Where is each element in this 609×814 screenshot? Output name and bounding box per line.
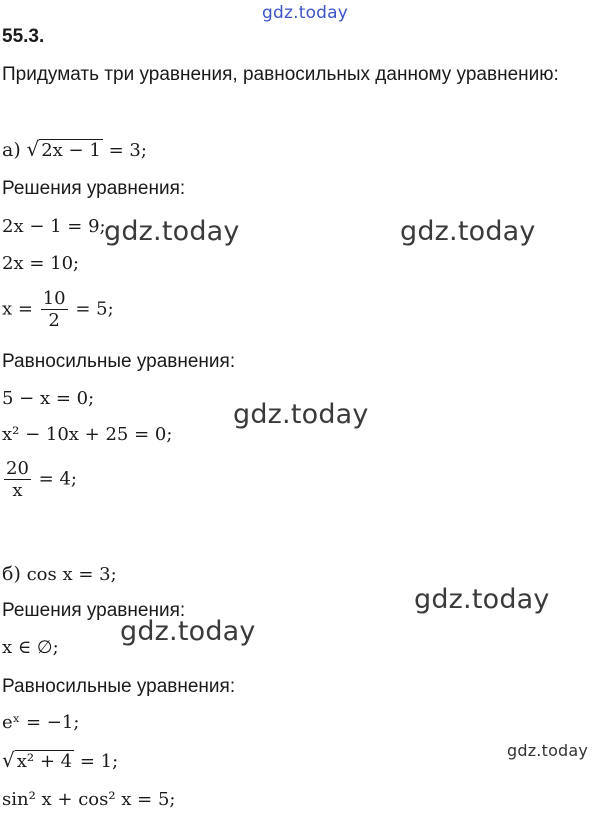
watermark: gdz.today bbox=[120, 616, 256, 647]
part-a-equivalent-heading: Равносильные уравнения: bbox=[2, 351, 236, 372]
part-a-label: а) bbox=[2, 139, 21, 161]
watermark: gdz.today bbox=[104, 216, 240, 247]
watermark-small: gdz.today bbox=[507, 741, 589, 760]
part-b-radicand: x² + 4 bbox=[16, 751, 73, 772]
watermark: gdz.today bbox=[400, 216, 536, 247]
fraction-denominator: x bbox=[4, 479, 31, 501]
part-a-step-2: 2x = 10; bbox=[2, 253, 80, 274]
square-root: √ x² + 4 bbox=[2, 748, 73, 772]
part-b-equivalent-heading: Равносильные уравнения: bbox=[2, 676, 236, 697]
square-root: √ 2x − 1 bbox=[26, 137, 101, 161]
part-b-label: б) bbox=[2, 563, 21, 585]
fraction bbox=[41, 288, 68, 331]
part-b-equation bbox=[2, 563, 117, 585]
step-3-rhs: = 5; bbox=[75, 298, 114, 320]
equivalent-3-rhs: = 4; bbox=[38, 468, 77, 490]
part-a-step-1: 2x − 1 = 9; bbox=[2, 216, 106, 237]
watermark: gdz.today bbox=[233, 399, 369, 430]
watermark: gdz.today bbox=[414, 584, 550, 615]
part-a-radicand: 2x − 1 bbox=[41, 140, 101, 161]
part-a-rhs: = 3; bbox=[108, 140, 147, 161]
problem-number: 55.3. bbox=[2, 26, 45, 47]
part-a-equation bbox=[2, 137, 147, 161]
problem-statement: Придумать три уравнения, равносильных данному уравнению: bbox=[2, 64, 559, 85]
part-a-solutions-heading: Решения уравнения: bbox=[2, 178, 186, 199]
part-b-equivalent-1: eˣ = −1; bbox=[2, 712, 80, 733]
part-a-equivalent-3 bbox=[2, 458, 77, 501]
fraction bbox=[4, 458, 31, 501]
fraction-numerator: 20 bbox=[6, 458, 29, 479]
part-a-equivalent-2: x² − 10x + 25 = 0; bbox=[2, 424, 173, 445]
part-b-equivalent-2 bbox=[2, 748, 118, 772]
part-b-step-1: x ∈ ∅; bbox=[2, 637, 59, 658]
part-b-equivalent-3: sin² x + cos² x = 5; bbox=[2, 789, 176, 810]
equivalent-2-rhs: = 1; bbox=[79, 751, 119, 772]
watermark-top: gdz.today bbox=[262, 3, 349, 23]
fraction-numerator: 10 bbox=[42, 288, 66, 309]
fraction-denominator: 2 bbox=[41, 309, 68, 331]
part-a-step-3 bbox=[2, 288, 114, 331]
part-b-equation-text: cos x = 3; bbox=[26, 564, 117, 585]
step-3-lhs: x = bbox=[2, 298, 33, 320]
part-a-equivalent-1: 5 − x = 0; bbox=[2, 388, 95, 409]
part-b-solutions-heading: Решения уравнения: bbox=[2, 600, 186, 621]
